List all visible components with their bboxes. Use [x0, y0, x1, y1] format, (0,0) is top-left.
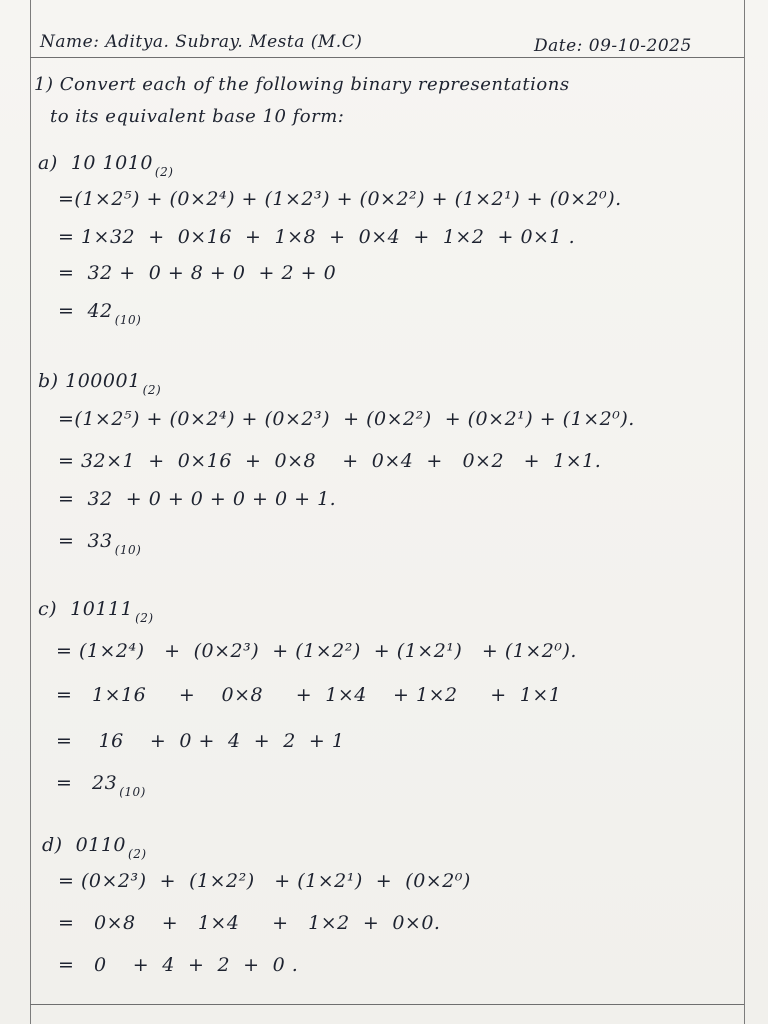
part-d-base: (2) [128, 847, 147, 861]
part-a-label: a) [38, 152, 58, 174]
part-c-result-value: = 23 [56, 772, 118, 794]
student-name: Name: Aditya. Subray. Mesta (M.C) [40, 32, 363, 52]
question-line-1: 1) Convert each of the following binary representations [34, 74, 570, 95]
question-line-2: to its equivalent base 10 form: [50, 106, 345, 127]
part-b-label: b) [38, 370, 59, 392]
right-margin-line [744, 0, 745, 1024]
part-b-step-2: = 32×1 + 0×16 + 0×8 + 0×4 + 0×2 + 1×1. [58, 450, 602, 472]
part-b-result-base: (10) [114, 543, 142, 557]
part-b-result [58, 530, 142, 557]
part-c-result [56, 772, 146, 799]
part-c-heading [38, 598, 154, 625]
part-b-step-1: =(1×2⁵) + (0×2⁴) + (0×2³) + (0×2²) + (0×2¹) + (1×2⁰). [58, 408, 635, 430]
part-d-step-3: = 0 + 4 + 2 + 0 . [58, 954, 299, 976]
part-a-number: 10 1010 [70, 152, 153, 174]
part-a-result-value: = 42 [58, 300, 113, 322]
part-d-heading [42, 834, 147, 861]
part-b-heading [38, 370, 162, 397]
part-d-step-2: = 0×8 + 1×4 + 1×2 + 0×0. [58, 912, 441, 934]
part-c-base: (2) [135, 611, 154, 625]
part-b-result-value: = 33 [58, 530, 113, 552]
part-c-label: c) [38, 598, 58, 620]
part-c-step-3: = 16 + 0 + 4 + 2 + 1 [56, 730, 345, 752]
part-a-step-1: =(1×2⁵) + (0×2⁴) + (1×2³) + (0×2²) + (1×2¹) + (0×2⁰). [58, 188, 622, 210]
part-b-number: 100001 [65, 370, 141, 392]
part-a-result [58, 300, 142, 327]
part-d-number: 0110 [75, 834, 127, 856]
part-d-label: d) [42, 834, 63, 856]
part-c-step-2: = 1×16 + 0×8 + 1×4 + 1×2 + 1×1 [56, 684, 562, 706]
part-b-step-3: = 32 + 0 + 0 + 0 + 0 + 1. [58, 488, 337, 510]
part-a-base: (2) [154, 165, 174, 179]
header-rule [30, 57, 744, 58]
part-d-step-1: = (0×2³) + (1×2²) + (1×2¹) + (0×2⁰) [58, 870, 471, 892]
left-margin-line [30, 0, 31, 1024]
part-a-result-base: (10) [114, 313, 142, 327]
part-c-number: 10111 [70, 598, 134, 620]
part-c-step-1: = (1×2⁴) + (0×2³) + (1×2²) + (1×2¹) + (1×2⁰). [56, 640, 577, 662]
part-a-step-3: = 32 + 0 + 8 + 0 + 2 + 0 [58, 262, 337, 284]
part-a-step-2: = 1×32 + 0×16 + 1×8 + 0×4 + 1×2 + 0×1 . [58, 226, 576, 248]
date: Date: 09-10-2025 [534, 36, 692, 56]
part-a-heading [38, 152, 174, 179]
footer-rule [30, 1004, 744, 1005]
part-b-base: (2) [142, 383, 162, 397]
part-c-result-base: (10) [119, 785, 146, 799]
